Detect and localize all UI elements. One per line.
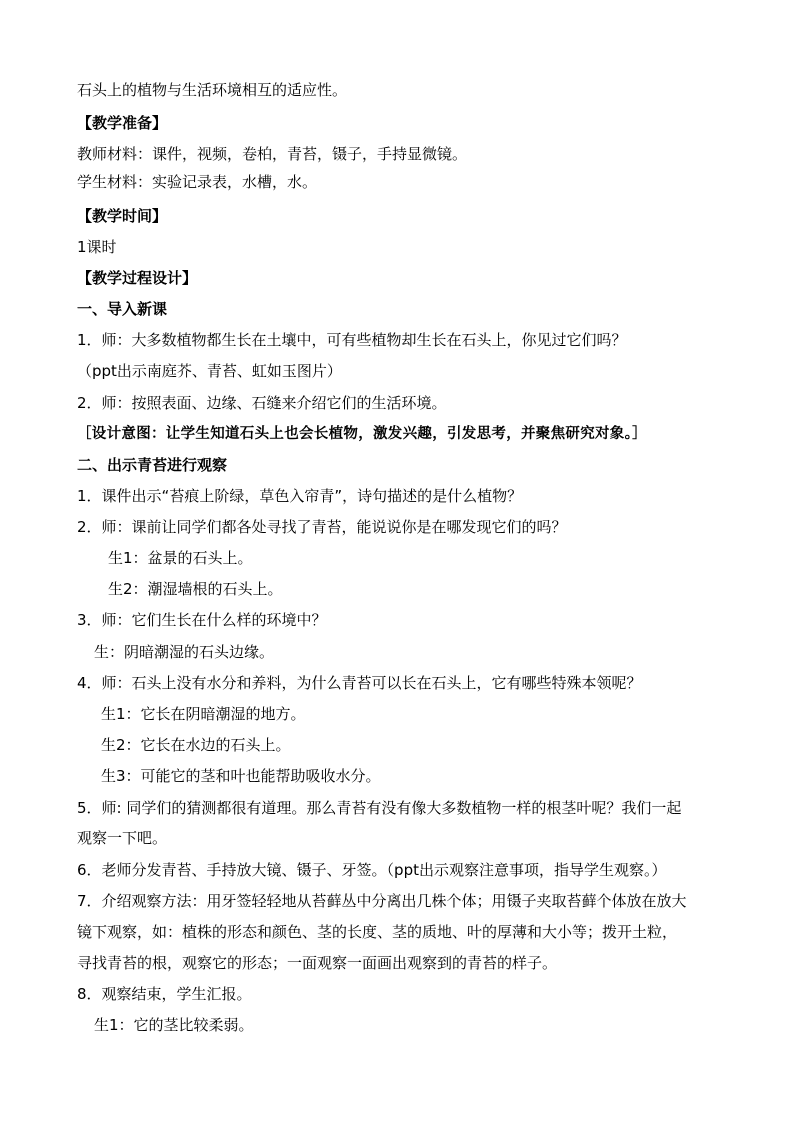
student-answer: 生1：它的茎比较柔弱。 — [94, 1016, 254, 1034]
list-item: 1．师：大多数植物都生长在土壤中，可有些植物却生长在石头上，你见过它们吗？ — [77, 331, 627, 349]
list-item-continuation: 观察一下吧。 — [77, 829, 168, 847]
section-heading-intro: 一、导入新课 — [77, 300, 168, 318]
heading-teaching-time: 【教学时间】 — [77, 207, 168, 225]
list-item: 1．课件出示“苔痕上阶绿，草色入帘青”，诗句描述的是什么植物？ — [77, 487, 523, 505]
list-item: 6．老师分发青苔、手持放大镜、镊子、牙签。（ppt出示观察注意事项，指导学生观察。） — [77, 861, 667, 879]
student-answer: 生2：潮湿墙根的石头上。 — [108, 580, 283, 598]
student-answer: 生1：盆景的石头上。 — [108, 549, 253, 567]
student-answer: 生2：它长在水边的石头上。 — [101, 736, 291, 754]
paragraph-student-materials: 学生材料：实验记录表，水槽，水。 — [77, 173, 318, 191]
paragraph-teacher-materials: 教师材料：课件，视频，卷柏，青苔，镊子，手持显微镜。 — [77, 145, 468, 163]
paragraph-intro: 石头上的植物与生活环境相互的适应性。 — [77, 81, 348, 99]
heading-teaching-preparation: 【教学准备】 — [77, 114, 168, 132]
list-item-continuation: 寻找青苔的根，观察它的形态；一面观察一面画出观察到的青苔的样子。 — [77, 954, 558, 972]
paragraph-class-hours: 1课时 — [77, 238, 117, 256]
list-item: 8．观察结束，学生汇报。 — [77, 985, 252, 1003]
student-answer: 生1：它长在阴暗潮湿的地方。 — [101, 705, 306, 723]
list-item: 7．介绍观察方法：用牙签轻轻地从苔藓丛中分离出几株个体；用镊子夹取苔藓个体放在放大 — [77, 892, 687, 910]
list-item: 2．师：课前让同学们都各处寻找了青苔，能说说你是在哪发现它们的吗？ — [77, 518, 567, 536]
student-answer: 生3：可能它的茎和叶也能帮助吸收水分。 — [101, 767, 381, 785]
list-item: 5．师: 同学们的猜测都很有道理。那么青苔有没有像大多数植物一样的根茎叶呢？我们一起 — [77, 799, 682, 817]
design-intent-note: ［设计意图：让学生知道石头上也会长植物，激发兴趣，引发思考，并聚焦研究对象。］ — [77, 425, 647, 442]
student-answer: 生：阴暗潮湿的石头边缘。 — [94, 643, 275, 661]
list-item-continuation: 镜下观察，如：植株的形态和颜色、茎的长度、茎的质地、叶的厚薄和大小等；拨开土粒， — [77, 923, 678, 941]
list-item: 2．师：按照表面、边缘、石缝来介绍它们的生活环境。 — [77, 394, 447, 412]
heading-teaching-process: 【教学过程设计】 — [77, 269, 198, 287]
list-item: 3．师：它们生长在什么样的环境中？ — [77, 611, 327, 629]
section-heading-observation: 二、出示青苔进行观察 — [77, 456, 228, 474]
list-item: （ppt出示南庭芥、青苔、虹如玉图片） — [77, 362, 342, 380]
list-item: 4．师：石头上没有水分和养料，为什么青苔可以长在石头上，它有哪些特殊本领呢？ — [77, 674, 642, 692]
